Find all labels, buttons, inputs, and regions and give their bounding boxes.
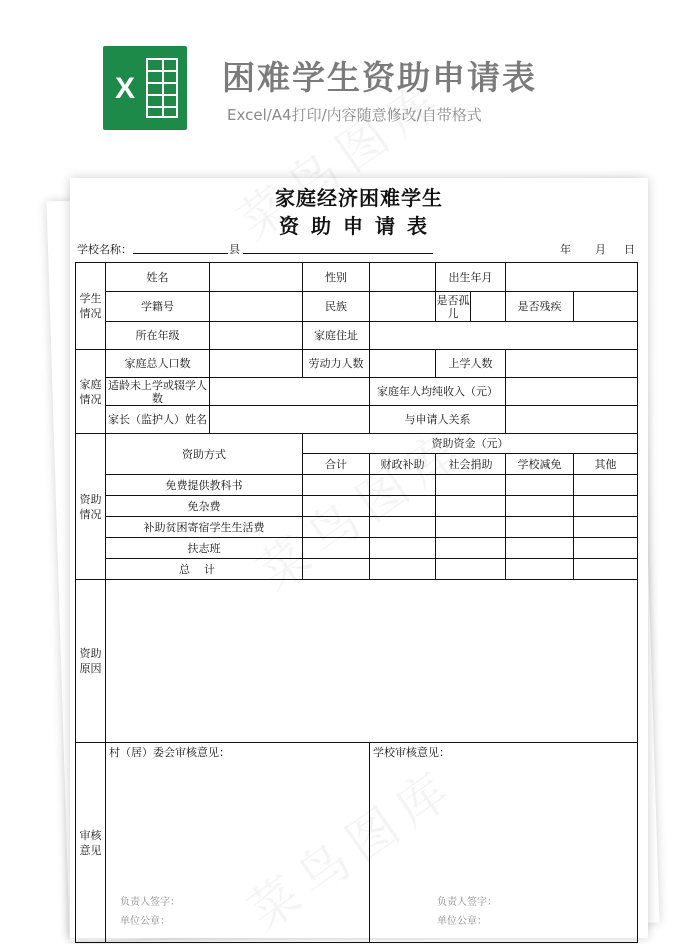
aid-cell[interactable]	[436, 559, 506, 580]
aid-cell[interactable]	[436, 538, 506, 559]
aid-cell[interactable]	[574, 517, 638, 538]
col-fiscal: 财政补助	[370, 454, 436, 475]
month-label: 月	[595, 243, 606, 256]
day-label: 日	[624, 243, 635, 256]
school-name-label: 学校名称：	[77, 243, 132, 256]
school-sign-block	[437, 893, 497, 931]
value-dropout[interactable]	[210, 378, 370, 406]
label-in-school: 上学人数	[436, 350, 506, 378]
col-other: 其他	[574, 454, 638, 475]
label-ethnicity: 民族	[303, 292, 370, 322]
aid-cell[interactable]	[506, 475, 574, 496]
aid-cell[interactable]	[506, 559, 574, 580]
value-ethnicity[interactable]	[370, 292, 436, 322]
form-title-line1: 家庭经济困难学生	[275, 186, 443, 210]
value-income[interactable]	[506, 378, 638, 406]
form-title-line2: 资助申请表	[279, 214, 439, 238]
village-sign-block	[120, 893, 180, 931]
label-gender: 性别	[303, 263, 370, 292]
reason-field[interactable]	[106, 580, 638, 743]
value-disabled[interactable]	[574, 292, 638, 322]
year-label: 年	[560, 243, 571, 256]
logo-letter: X	[115, 72, 136, 105]
value-name[interactable]	[210, 263, 303, 292]
label-guardian: 家长（监护人）姓名	[106, 406, 210, 434]
aid-cell[interactable]	[506, 538, 574, 559]
aid-cell[interactable]	[574, 559, 638, 580]
aid-cell[interactable]	[370, 538, 436, 559]
aid-cell[interactable]	[370, 559, 436, 580]
value-orphan[interactable]	[471, 292, 506, 322]
aid-cell[interactable]	[436, 496, 506, 517]
aid-cell[interactable]	[506, 496, 574, 517]
label-labor: 劳动力人数	[303, 350, 370, 378]
label-address: 家庭住址	[303, 322, 370, 350]
value-in-school[interactable]	[506, 350, 638, 378]
label-grade: 所在年级	[106, 322, 210, 350]
school-unit-seal-label: 单位公章：	[437, 916, 487, 927]
aid-cell[interactable]	[574, 538, 638, 559]
school-name-underline	[133, 253, 228, 254]
label-relation: 与申请人关系	[370, 406, 506, 434]
school-review-field[interactable]: 学校审核意见：	[370, 743, 638, 943]
aid-cell[interactable]	[436, 517, 506, 538]
page-title: 困难学生资助申请表	[222, 58, 537, 97]
label-name: 姓名	[106, 263, 210, 292]
value-guardian[interactable]	[210, 406, 370, 434]
aid-row-sum: 总计	[106, 559, 303, 580]
label-aid-method: 资助方式	[106, 434, 303, 475]
aid-cell[interactable]	[574, 475, 638, 496]
aid-cell[interactable]	[506, 517, 574, 538]
col-school-waiver: 学校减免	[506, 454, 574, 475]
section-family: 家庭情况	[76, 350, 106, 434]
label-dropout: 适龄未上学或辍学人数	[106, 378, 210, 406]
label-student-id: 学籍号	[106, 292, 210, 322]
county-underline	[243, 253, 433, 254]
spreadsheet-grid-icon	[146, 58, 178, 118]
value-address[interactable]	[370, 322, 638, 350]
aid-row-textbooks: 免费提供教科书	[106, 475, 303, 496]
label-birth: 出生年月	[436, 263, 506, 292]
value-student-id[interactable]	[210, 292, 303, 322]
label-population: 家庭总人口数	[106, 350, 210, 378]
page-subtitle: Excel/A4打印/内容随意修改/自带格式	[227, 106, 482, 124]
value-population[interactable]	[210, 350, 303, 378]
label-income: 家庭年人均纯收入（元）	[370, 378, 506, 406]
village-leader-sign-label: 负责人签字：	[120, 897, 180, 908]
value-labor[interactable]	[370, 350, 436, 378]
value-birth[interactable]	[506, 263, 638, 292]
col-total: 合计	[303, 454, 370, 475]
aid-cell[interactable]	[574, 496, 638, 517]
excel-logo-icon	[103, 46, 187, 130]
section-reason: 资助原因	[76, 580, 106, 743]
aid-row-fees: 免杂费	[106, 496, 303, 517]
label-aid-funds: 资助资金（元）	[303, 434, 638, 454]
value-gender[interactable]	[370, 263, 436, 292]
section-student: 学生情况	[76, 263, 106, 350]
label-orphan: 是否孤儿	[436, 293, 470, 320]
school-leader-sign-label: 负责人签字：	[437, 897, 497, 908]
aid-row-support-class: 扶志班	[106, 538, 303, 559]
aid-row-boarding: 补助贫困寄宿学生生活费	[106, 517, 303, 538]
value-relation[interactable]	[506, 406, 638, 434]
col-donation: 社会捐助	[436, 454, 506, 475]
value-grade[interactable]	[210, 322, 303, 350]
village-unit-seal-label: 单位公章：	[120, 916, 170, 927]
label-disabled: 是否残疾	[506, 292, 574, 322]
section-review: 审核意见	[76, 743, 106, 943]
county-label: 县	[229, 243, 240, 256]
village-review-field[interactable]: 村（居）委会审核意见：	[106, 743, 370, 943]
section-aid: 资助情况	[76, 434, 106, 580]
